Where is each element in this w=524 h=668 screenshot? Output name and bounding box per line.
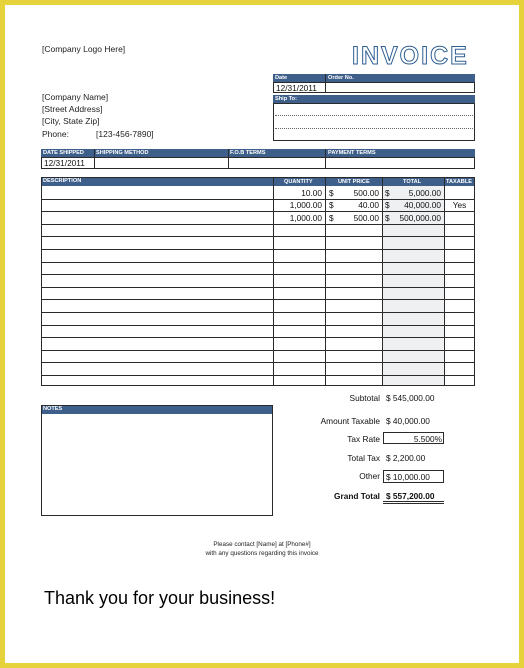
- order-no-label: Order No.: [328, 75, 354, 81]
- table-row-divider: [41, 299, 475, 300]
- item-unit-price[interactable]: 500.00: [353, 212, 379, 223]
- ship-to-field[interactable]: [273, 103, 475, 141]
- item-quantity[interactable]: 1,000.00: [289, 212, 322, 223]
- table-row-divider: [41, 350, 475, 351]
- item-quantity[interactable]: 10.00: [301, 187, 322, 198]
- item-total[interactable]: 500,000.00: [399, 212, 441, 223]
- item-taxable[interactable]: Yes: [452, 200, 467, 211]
- thank-you-message: Thank you for your business!: [44, 588, 276, 608]
- date-order-header-bar: [273, 74, 475, 82]
- date-shipped-label: DATE SHIPPED: [43, 150, 84, 156]
- item-total[interactable]: 40,000.00: [404, 200, 441, 211]
- amount-taxable-label: Amount Taxable: [320, 416, 380, 426]
- date-value[interactable]: 12/31/2011: [276, 83, 317, 93]
- table-row-divider: [41, 236, 475, 237]
- table-row-divider: [41, 312, 475, 313]
- phone-value: [123-456-7890]: [96, 129, 154, 139]
- table-row-divider: [41, 375, 475, 376]
- company-name: [Company Name]: [42, 92, 109, 102]
- other-label: Other: [359, 471, 380, 481]
- date-shipped-value[interactable]: 12/31/2011: [44, 158, 85, 168]
- taxable-header: TAXABLE: [446, 179, 472, 185]
- total-header: TOTAL: [403, 179, 422, 185]
- grand-total-label: Grand Total: [334, 491, 380, 501]
- table-row-divider: [41, 325, 475, 326]
- invoice-title: INVOICE: [352, 42, 469, 70]
- notes-label: NOTES: [43, 406, 63, 412]
- ship-to-header-bar: [273, 95, 475, 103]
- grand-total-value: $ 557,200.00: [386, 491, 435, 501]
- shipping-values-row: [41, 157, 475, 169]
- item-unit-price-currency[interactable]: $: [329, 212, 334, 223]
- date-label: Date: [275, 75, 288, 81]
- item-unit-price[interactable]: 40.00: [358, 200, 379, 211]
- other-value: $ 10,000.00: [386, 472, 430, 482]
- tax-rate-label: Tax Rate: [347, 434, 380, 444]
- contact-line-1: Please contact [Name] at [Phone#]: [213, 541, 311, 548]
- notes-field[interactable]: [41, 405, 273, 516]
- item-unit-price-currency[interactable]: $: [329, 187, 334, 198]
- item-total-currency[interactable]: $: [385, 212, 390, 223]
- phone-label: Phone:: [42, 129, 69, 139]
- street-address: [Street Address]: [42, 104, 103, 114]
- table-row-divider: [41, 362, 475, 363]
- ship-to-label: Ship To:: [275, 96, 297, 102]
- item-unit-price-currency[interactable]: $: [329, 200, 334, 211]
- unit-price-header: UNIT PRICE: [338, 179, 370, 185]
- amount-taxable-value: $ 40,000.00: [386, 416, 430, 426]
- table-row-divider: [41, 249, 475, 250]
- company-logo-placeholder: [Company Logo Here]: [42, 44, 126, 54]
- total-tax-label: Total Tax: [347, 453, 380, 463]
- table-row-divider: [41, 287, 475, 288]
- item-total-currency[interactable]: $: [385, 187, 390, 198]
- shipping-method-label: SHIPPING METHOD: [96, 150, 149, 156]
- table-row-divider: [41, 224, 475, 225]
- table-row-divider: [41, 274, 475, 275]
- table-row-divider: [41, 262, 475, 263]
- city-state-zip: [City, State Zip]: [42, 116, 100, 126]
- quantity-header: QUANTITY: [284, 179, 313, 185]
- payment-terms-label: PAYMENT TERMS: [328, 150, 376, 156]
- subtotal-label: Subtotal: [349, 393, 380, 403]
- item-total-currency[interactable]: $: [385, 200, 390, 211]
- item-total[interactable]: 5,000.00: [408, 187, 441, 198]
- subtotal-value: $ 545,000.00: [386, 393, 435, 403]
- item-quantity[interactable]: 1,000.00: [289, 200, 322, 211]
- fob-terms-label: F.O.B TERMS: [230, 150, 266, 156]
- contact-line-2: with any questions regarding this invoice: [205, 550, 319, 557]
- total-tax-value: $ 2,200.00: [386, 453, 426, 463]
- table-row-divider: [41, 337, 475, 338]
- tax-rate-value: 5.500%: [413, 434, 442, 444]
- description-header: DESCRIPTION: [43, 178, 82, 184]
- item-unit-price[interactable]: 500.00: [353, 187, 379, 198]
